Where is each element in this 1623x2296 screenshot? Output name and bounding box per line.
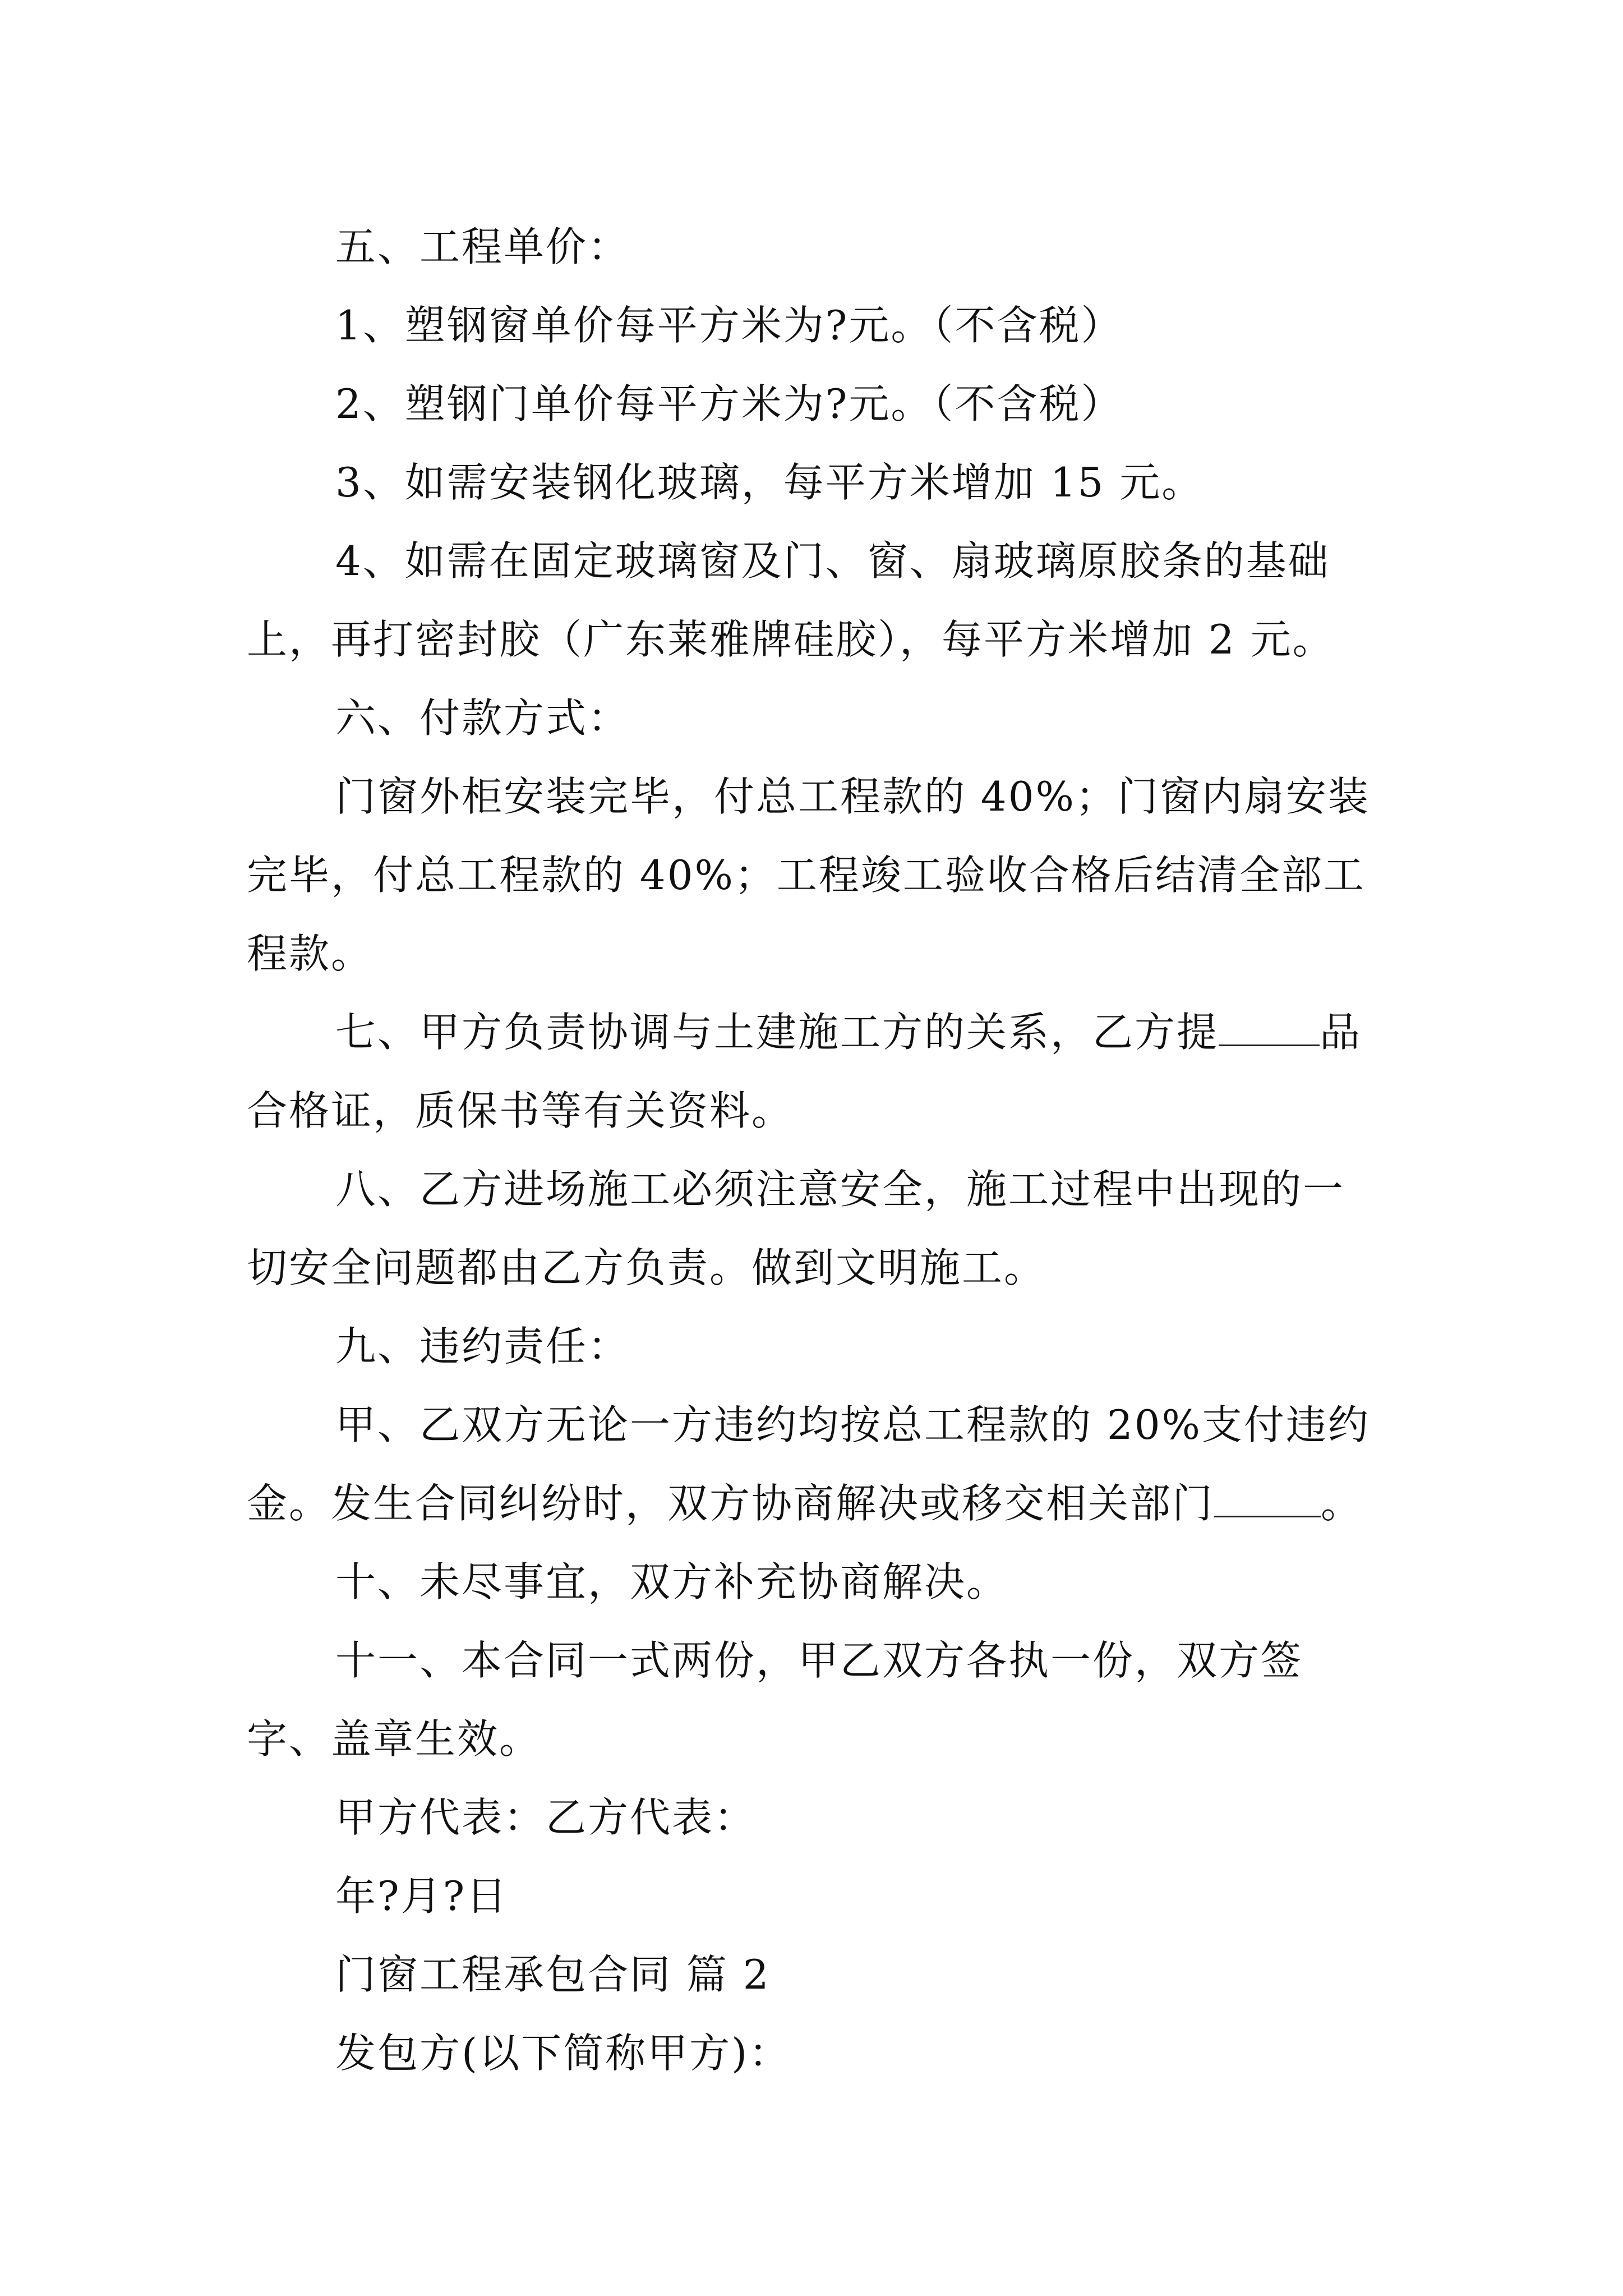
- clause-coordination-cont: 品合格证，质保书等有关资料。: [247, 1009, 1362, 1134]
- signature-date: 年?月?日: [335, 1872, 509, 1920]
- document-body: [247, 208, 1385, 2092]
- clause-copies: 十一、本合同一式两份，甲乙双方各执一份，双方签字、盖章生效。: [247, 1637, 1303, 1763]
- clause-payment-terms: 门窗外柜安装完毕，付总工程款的 40%；门窗内扇安装完毕，付总工程款的 40%；工程竣工验收合格后结清全部工程款。: [247, 773, 1370, 977]
- fill-blank: [1219, 1011, 1320, 1046]
- clause-coordination: [247, 993, 1385, 1150]
- signature-representatives: 甲方代表：乙方代表：: [335, 1794, 757, 1841]
- clause-other-matters: 十、未尽事宜，双方补充协商解决。: [335, 1558, 1009, 1605]
- clause-liability-text: 甲、乙双方无论一方违约均按总工程款的 20%支付违约金。发生合同纠纷时，双方协商解决或移交相关部门: [247, 1401, 1370, 1527]
- clause-liability-end: 。: [1321, 1480, 1363, 1527]
- section-heading-payment: 六、付款方式：: [335, 694, 630, 742]
- clause-sealant: 4、如需在固定玻璃窗及门、窗、扇玻璃原胶条的基础上，再打密封胶（广东莱雅牌硅胶），每平方米增加 2 元。: [247, 537, 1335, 663]
- clause-liability: [247, 1386, 1385, 1543]
- clause-safety: 八、乙方进场施工必须注意安全，施工过程中出现的一切安全问题都由乙方负责。做到文明施工。: [247, 1166, 1345, 1291]
- clause-door-price: 2、塑钢门单价每平方米为?元。（不含税）: [335, 380, 1123, 427]
- section-heading-liability: 九、违约责任：: [335, 1323, 630, 1370]
- clause-window-price: 1、塑钢窗单价每平方米为?元。（不含税）: [335, 302, 1123, 349]
- clause-coordination-text: 七、甲方负责协调与土建施工方的关系，乙方提: [335, 1009, 1219, 1056]
- contract-title-part2: 门窗工程承包合同 篇 2: [335, 1951, 771, 1998]
- party-a-label: 发包方(以下简称甲方)：: [335, 2030, 791, 2077]
- section-heading-unit-price: 五、工程单价：: [335, 223, 630, 270]
- clause-tempered-glass: 3、如需安装钢化玻璃，每平方米增加 15 元。: [335, 459, 1204, 506]
- fill-blank: [1214, 1482, 1321, 1517]
